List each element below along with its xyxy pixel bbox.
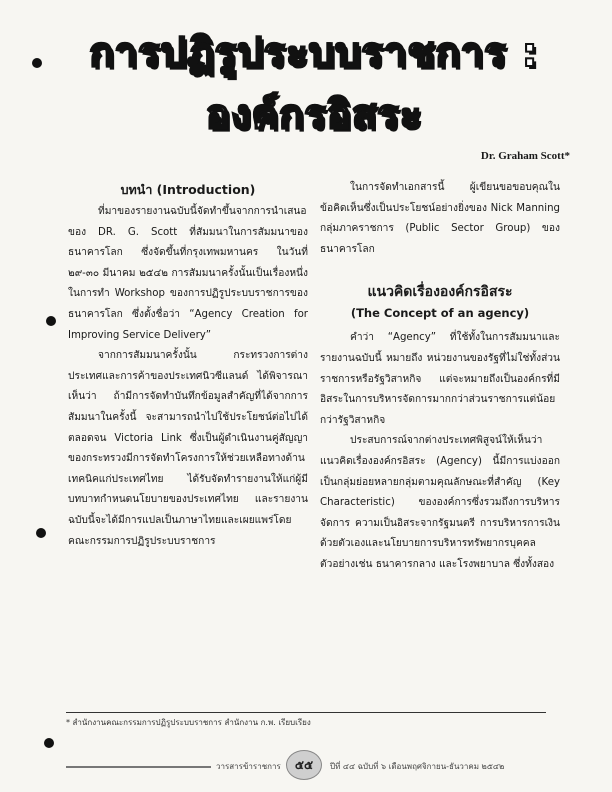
article-title-line-1: การปฏิรูประบบราชการ :: [89, 30, 539, 76]
footnote: * สำนักงานคณะกรรมการปฏิรูประบบราชการ สำนักงาน ก.พ. เรียบเรียง: [66, 718, 311, 727]
paragraph: คำว่า “Agency” ที่ใช้ทั้งในการสัมมนาและรายงานฉบับนี้ หมายถึง หน่วยงานของรัฐที่ไม่ใช่ทั้งส่วนราชการหรือรัฐวิสาหกิจ แต่จะหมายถึงเป็นองค์กรที่มีอิสระในการบริหารจัดการมากกว่าส่วนราชการแต่น้อยกว่ารัฐวิสาหกิจ: [320, 332, 560, 426]
footer-rule-left: [66, 766, 211, 768]
footnote-divider: [66, 712, 546, 713]
page-number: ๕๕: [286, 750, 322, 780]
right-column: [320, 178, 560, 576]
margin-bullet-lower: [36, 528, 46, 538]
issue-info: ปีที่ ๔๔ ฉบับที่ ๖ เดือนพฤศจิกายน-ธันวาคม ๒๕๔๒: [330, 762, 505, 771]
left-column: [68, 178, 308, 552]
paragraph: จากการสัมมนาครั้งนั้น กระทรวงการต่างประเทศและการค้าของประเทศนิวซีแลนด์ ได้พิจารณาเห็นว่า ถ้ามีการจัดทำบันทึกข้อมูลสำคัญที่ได้จากการสัมมนาในครั้งนี้ จะสามารถนำไปใช้ประโยชน์ต่อไปได้ ตลอดจน Victoria Link ซึ่งเป็นผู้ดำเนินงานคู่สัญญาของกระทรวงมีการจัดทำโครงการให้ช่วยเหลือทางด้านเทคนิคแก่ประเทศไทย ได้รับจัดทำรายงานให้แก่ผู้มีบทบาทกำหนดนโยบายของประเทศไทย และรายงานฉบับนี้จะได้มีการแปลเป็นภาษาไทยและเผยแพร่โดยคณะกรรมการปฏิรูประบบราชการ: [68, 350, 308, 547]
paragraph: ในการจัดทำเอกสารนี้ ผู้เขียนขอขอบคุณในข้อคิดเห็นซึ่งเป็นประโยชน์อย่างยิ่งของ Nick Manning กลุ่มภาคราชการ (Public Sector Group) ของธนาคารโลก: [320, 182, 560, 255]
page-footer: [66, 758, 546, 774]
paragraph: ที่มาของรายงานฉบับนี้จัดทำขึ้นจากการนำเสนอของ DR. G. Scott ที่สัมมนาในการสัมมนาของธนาคารโลก ซึ่งจัดขึ้นที่กรุงเทพมหานคร ในวันที่ ๒๙-๓๐ มีนาคม ๒๕๔๒ การสัมมนาครั้งนั้นเป็นเรื่องหนึ่งในการทำ Workshop ของการปฏิรูประบบราชการของธนาคารโลก ซึ่งตั้งชื่อว่า “Agency Creation for Improving Service Delivery”: [68, 206, 308, 341]
article-title-line-2: องค์กรอิสระ: [205, 92, 423, 138]
section-heading-agency-concept: แนวคิดเรื่ององค์กรอิสระ: [367, 284, 513, 301]
margin-bullet-mid: [46, 316, 56, 326]
margin-bullet-bottom: [44, 738, 54, 748]
section-heading-introduction: บทนำ (Introduction): [120, 182, 256, 197]
journal-name: วารสารข้าราชการ: [216, 762, 281, 771]
margin-bullet-title: [32, 58, 42, 68]
author-byline: Dr. Graham Scott*: [480, 150, 570, 162]
paragraph: ประสบการณ์จากต่างประเทศพิสูจน์ให้เห็นว่าแนวคิดเรื่ององค์กรอิสระ (Agency) นี้มีการแบ่งออกเป็นกลุ่มย่อยหลายกลุ่มตามคุณลักษณะที่สำคัญ (Key Characteristic) ขององค์การซึ่งรวมถึงการบริหารจัดการ ความเป็นอิสระจากรัฐมนตรี การบริหารการเงินด้วยตัวเองและนโยบายการบริหารทรัพยากรบุคคล ตัวอย่างเช่น ธนาคารกลาง และโรงพยาบาล ซึ่งทั้งสอง: [320, 435, 560, 570]
section-subheading-agency-concept: (The Concept of an agency): [350, 306, 530, 321]
